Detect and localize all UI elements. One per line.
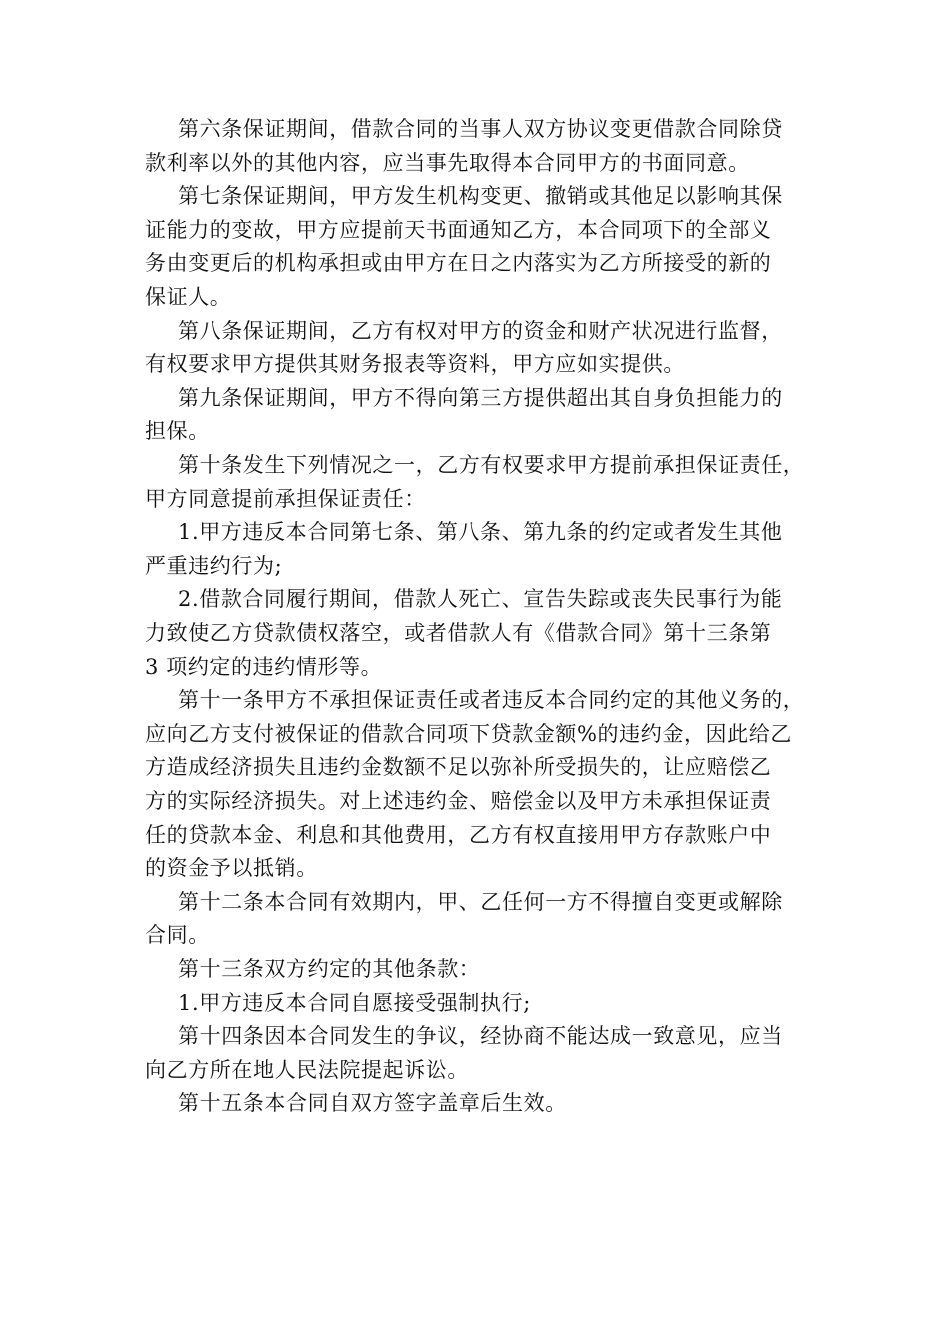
paragraph-first-line: 第七条保证期间，甲方发生机构变更、撤销或其他足以影响其保	[178, 184, 783, 209]
paragraph-line: 向乙方所在地人民法院提起诉讼。	[145, 1057, 469, 1082]
paragraph-line: 合同。	[145, 923, 210, 948]
paragraph-first-line: 1.甲方违反本合同自愿接受强制执行;	[178, 990, 531, 1015]
paragraph-first-line: 第十五条本合同自双方签字盖章后生效。	[178, 1091, 567, 1116]
paragraph-first-line: 1.甲方违反本合同第七条、第八条、第九条的约定或者发生其他	[178, 520, 783, 545]
paragraph-line: 证能力的变故，甲方应提前天书面通知乙方，本合同项下的全部义	[145, 217, 772, 242]
paragraph-line: 担保。	[145, 419, 210, 444]
paragraph-line: 应向乙方支付被保证的借款合同项下贷款金额%的违约金，因此给乙	[145, 721, 792, 746]
paragraph-first-line: 第十四条因本合同发生的争议，经协商不能达成一致意见，应当	[178, 1024, 783, 1049]
paragraph-first-line: 第九条保证期间，甲方不得向第三方提供超出其自身负担能力的	[178, 385, 783, 410]
paragraph-first-line: 第十二条本合同有效期内，甲、乙任何一方不得擅自变更或解除	[178, 889, 783, 914]
paragraph-line: 务由变更后的机构承担或由甲方在日之内落实为乙方所接受的新的	[145, 251, 772, 276]
paragraph-line: 方造成经济损失且违约金数额不足以弥补所受损失的，让应赔偿乙	[145, 755, 772, 780]
paragraph-line: 严重违约行为;	[145, 553, 283, 578]
paragraph-line: 力致使乙方贷款债权落空，或者借款人有《借款合同》第十三条第	[145, 621, 772, 645]
paragraph-first-line: 第十三条双方约定的其他条款：	[178, 957, 481, 981]
paragraph-first-line: 2.借款合同履行期间，借款人死亡、宣告失踪或丧失民事行为能	[178, 587, 783, 612]
paragraph-line: 的资金予以抵销。	[145, 856, 318, 881]
paragraph-line: 任的贷款本金、利息和其他费用，乙方有权直接用甲方存款账户中	[145, 822, 772, 847]
paragraph-line: 3 项约定的违约情形等。	[145, 654, 383, 679]
paragraph-line: 方的实际经济损失。对上述违约金、赔偿金以及甲方未承担保证责	[145, 789, 772, 813]
paragraph-first-line: 第六条保证期间，借款合同的当事人双方协议变更借款合同除贷	[178, 117, 783, 141]
paragraph-first-line: 第八条保证期间，乙方有权对甲方的资金和财产状况进行监督，	[178, 318, 783, 343]
paragraph-first-line: 第十条发生下列情况之一，乙方有权要求甲方提前承担保证责任，	[178, 453, 805, 477]
paragraph-line: 保证人。	[145, 285, 232, 309]
paragraph-line: 甲方同意提前承担保证责任：	[145, 486, 426, 511]
paragraph-line: 有权要求甲方提供其财务报表等资料，甲方应如实提供。	[145, 352, 685, 377]
paragraph-first-line: 第十一条甲方不承担保证责任或者违反本合同约定的其他义务的，	[178, 688, 805, 713]
paragraph-line: 款利率以外的其他内容，应当事先取得本合同甲方的书面同意。	[145, 150, 750, 175]
